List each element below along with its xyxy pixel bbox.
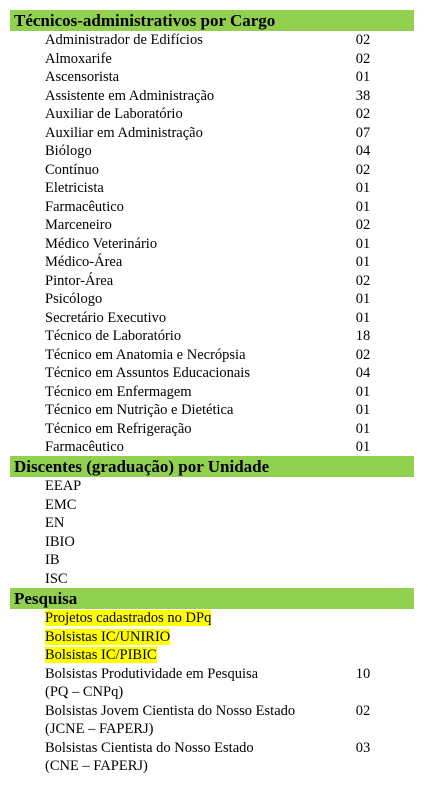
table-row [10,142,414,161]
table-body [10,477,414,588]
row-count: 01 [355,198,371,215]
row-count [356,570,414,589]
table-row [10,124,414,143]
table-row [10,401,414,420]
row-label [10,514,356,533]
row-label-text: Farmacêutico [45,198,124,215]
row-label [10,290,356,309]
row-label-text-line2: (PQ – CNPq) [45,684,124,700]
row-label [10,401,356,420]
row-count: 02 [355,217,371,233]
row-count: 10 [355,665,371,682]
table-row [10,346,414,365]
row-count: 01 [355,309,371,326]
row-label [10,124,356,143]
row-label [10,665,356,702]
row-count: 01 [355,402,371,418]
document [10,10,414,776]
row-label [10,68,356,87]
row-label [10,346,356,365]
row-label-text: EEAP [45,478,82,494]
table-row [10,198,414,217]
row-count: 04 [355,143,371,159]
table-row [10,609,414,628]
row-count: 02 [355,272,371,289]
row-count: 02 [355,702,371,719]
table-row [10,646,414,665]
row-label-text: Projetos cadastrados no DPq [45,610,212,626]
table-row [10,551,414,570]
row-count: 02 [355,32,371,48]
table-row [10,364,414,383]
row-count: 02 [355,106,371,122]
row-label-text: Bolsistas IC/UNIRIO [45,628,171,645]
row-label-text: Pintor-Área [45,272,114,289]
row-count [356,477,414,496]
table-row [10,514,414,533]
row-label [10,739,356,776]
section-students-by-unit [10,456,414,588]
row-label-text: Administrador de Edifícios [45,32,203,48]
row-label [10,420,356,439]
row-label-text-line2: (CNE – FAPERJ) [45,758,148,774]
row-label-text: EMC [45,496,77,513]
row-label [10,438,356,455]
row-count: 18 [355,328,371,344]
row-count [356,514,414,533]
row-label-text: Técnico de Laboratório [45,328,182,344]
table-body [10,609,414,776]
table-row [10,290,414,309]
row-label-text: Técnico em Nutrição e Dietética [45,402,234,418]
row-count: 01 [355,254,371,270]
row-count: 01 [355,235,371,252]
row-label-text: Médico Veterinário [45,235,158,252]
table-row [10,216,414,235]
table-row [10,31,414,50]
row-label [10,31,356,50]
row-label [10,142,356,161]
row-label [10,179,356,198]
row-label-text: Técnico em Enfermagem [45,383,192,400]
row-label-text: IB [45,552,60,568]
row-count: 01 [355,180,371,196]
row-label-text: Farmacêutico [45,439,124,455]
section-research [10,588,414,776]
row-label [10,161,356,180]
row-label-text: Almoxarife [45,50,112,67]
row-label-text: Biólogo [45,143,92,159]
row-label [10,216,356,235]
row-count [356,628,414,647]
row-count: 04 [355,365,371,381]
table-row [10,235,414,254]
table-row [10,420,414,439]
row-label-text: Técnico em Refrigeração [45,420,192,437]
row-label-text: Bolsistas Jovem Cientista do Nosso Estado [45,702,296,719]
row-count: 01 [355,420,371,437]
table-row [10,50,414,69]
table-row [10,570,414,589]
row-label [10,105,356,124]
row-label-text-line2: (JCNE – FAPERJ) [45,721,154,737]
table-row [10,438,414,455]
row-count [356,533,414,552]
row-count: 01 [355,383,371,400]
table-row [10,309,414,328]
row-label-text: Assistente em Administração [45,87,215,104]
row-count: 02 [355,50,371,67]
row-label [10,50,356,69]
row-label-text: Técnico em Anatomia e Necrópsia [45,346,246,363]
row-count: 03 [355,739,371,756]
row-count: 01 [355,69,371,85]
table-row [10,105,414,124]
row-label-text: ISC [45,570,68,587]
row-label [10,364,356,383]
row-label-text: EN [45,515,65,531]
row-label [10,477,356,496]
row-count [356,646,414,665]
table-row [10,253,414,272]
row-label-text: Médico-Área [45,254,123,270]
row-label [10,533,356,552]
table-row [10,272,414,291]
row-label [10,496,356,515]
table-row [10,179,414,198]
row-label-text: Marceneiro [45,217,112,233]
row-label [10,551,356,570]
table-row [10,68,414,87]
row-label [10,702,356,739]
row-count: 02 [355,346,371,363]
table-row [10,628,414,647]
row-label-text: Ascensorista [45,69,120,85]
row-label-text: Auxiliar em Administração [45,124,203,141]
row-label [10,628,356,647]
row-count [356,609,414,628]
table-row [10,477,414,496]
table-row [10,702,414,739]
row-count: 01 [355,291,371,307]
table-row [10,496,414,515]
row-count [356,496,414,515]
row-label [10,570,356,589]
row-label [10,198,356,217]
row-label-text: Eletricista [45,180,104,196]
section-header: Técnicos-administrativos por Cargo [10,10,414,31]
row-label-text: Secretário Executivo [45,309,167,326]
row-label-text: Psicólogo [45,291,103,307]
row-label [10,87,356,106]
table-row [10,533,414,552]
row-label [10,609,356,628]
row-count: 07 [355,124,371,141]
row-label [10,646,356,665]
table-row [10,739,414,776]
row-count: 01 [355,439,371,455]
table-row [10,161,414,180]
row-label-text: Bolsistas Produtividade em Pesquisa [45,665,259,682]
row-label [10,272,356,291]
row-label-text: Auxiliar de Laboratório [45,106,183,122]
table-row [10,665,414,702]
row-label [10,235,356,254]
row-label-text: IBIO [45,533,75,550]
row-label [10,327,356,346]
section-header: Pesquisa [10,588,414,609]
row-count: 02 [355,161,371,178]
row-label-text: Bolsistas IC/PIBIC [45,647,157,663]
row-count [356,551,414,570]
row-label [10,309,356,328]
table-row [10,87,414,106]
section-header: Discentes (graduação) por Unidade [10,456,414,477]
row-label-text: Bolsistas Cientista do Nosso Estado [45,739,254,756]
table-body [10,31,414,455]
table-row [10,327,414,346]
row-label [10,253,356,272]
row-label-text: Contínuo [45,161,99,178]
table-row [10,383,414,402]
section-staff-by-role [10,10,414,455]
row-label [10,383,356,402]
row-count: 38 [355,87,371,104]
row-label-text: Técnico em Assuntos Educacionais [45,365,250,381]
